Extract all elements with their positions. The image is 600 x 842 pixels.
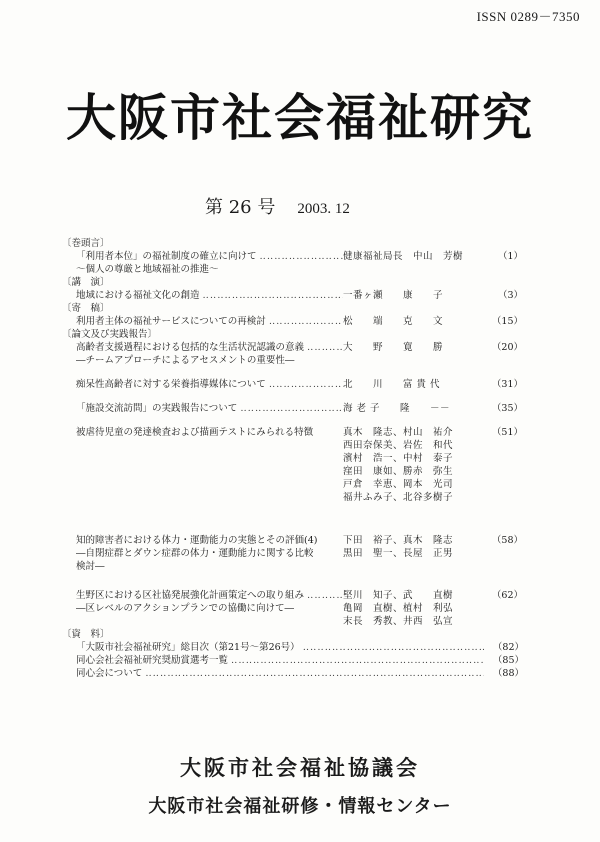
- section-heading: 〔巻頭言〕: [62, 238, 110, 249]
- entry-subtitle: ～個人の尊厳と地域福祉の推進～: [76, 264, 219, 275]
- issn-number: ISSN 0289－7350: [476, 9, 580, 24]
- entry-title: 生野区における区社協発展強化計画策定への取り組み: [76, 590, 305, 601]
- entry-title: 地域における福祉文化の創造: [76, 290, 200, 301]
- entry-title: 利用者主体の福祉サービスについての再検討: [76, 316, 266, 327]
- toc-entry: [62, 341, 524, 367]
- entry-authors-line: 窪田 康如、勝赤 弥生: [343, 466, 454, 477]
- entry-authors: 亀岡 直樹、植村 利弘: [343, 603, 454, 614]
- entry-page: （62）: [491, 590, 523, 601]
- entry-title: 「施設交流訪問」の実践報告について: [76, 403, 238, 414]
- toc-entry: [62, 641, 524, 654]
- entry-authors-line: 福井ふみ子、北谷多樹子: [343, 492, 454, 503]
- dot-leader: [231, 654, 484, 667]
- dot-leader: [203, 289, 343, 302]
- section-heading: 〔講 演〕: [62, 277, 110, 288]
- entry-page: （20）: [491, 342, 523, 353]
- entry-title: 同心会について: [76, 668, 143, 679]
- entry-page: （58）: [491, 535, 523, 546]
- section-heading: 〔論文及び実践報告〕: [62, 329, 158, 340]
- toc-entry: [62, 589, 524, 628]
- entry-page: （85）: [492, 655, 524, 666]
- dot-leader: [303, 641, 484, 654]
- entry-authors: 健康福祉局長 中山 芳樹: [343, 251, 464, 262]
- toc-entry: [62, 250, 524, 276]
- entry-authors: 海 老 子 隆 －－: [343, 403, 451, 414]
- issue-date: 2003. 12: [297, 201, 350, 217]
- entry-page: （1）: [497, 251, 523, 262]
- toc-entry: [62, 378, 524, 391]
- issue-info: [205, 193, 350, 219]
- entry-authors-line: 戸倉 幸恵、岡本 光司: [343, 479, 454, 490]
- entry-title: 知的障害者における体力・運動能力の実態とその評価(4): [76, 535, 318, 546]
- entry-page: （3）: [497, 290, 523, 301]
- entry-subtitle: 検討―: [76, 561, 105, 572]
- publisher-name: 大阪市社会福祉協議会: [180, 755, 420, 780]
- entry-authors: 下田 裕子、真木 隆志: [343, 535, 454, 546]
- section-heading: 〔寄 稿〕: [62, 303, 110, 314]
- entry-subtitle: ―区レベルのアクションプランでの協働に向けて―: [76, 603, 295, 614]
- table-of-contents: [62, 237, 524, 680]
- publisher-center: 大阪市社会福祉研修・情報センター: [148, 796, 452, 817]
- issue-number: 第 26 号: [205, 197, 276, 218]
- entry-authors: 黒田 聖一、長屋 正男: [343, 548, 454, 559]
- toc-entry: [62, 667, 524, 680]
- entry-title: 高齢者支援過程における包括的な生活状況認識の意義: [76, 342, 305, 353]
- toc-entry: [62, 426, 524, 504]
- entry-subtitle: ―自閉症群とダウン症群の体力・運動能力に関する比較: [76, 548, 314, 559]
- toc-entry: [62, 654, 524, 667]
- entry-authors-line: 濱村 浩一、中村 泰子: [343, 453, 454, 464]
- entry-title: 被虐待児童の発達検査および描画テストにみられる特徴: [76, 427, 314, 438]
- entry-authors: 松 端 克 文: [343, 316, 444, 327]
- dot-leader: [240, 402, 343, 415]
- entry-authors: 大 野 寛 勝: [343, 342, 444, 353]
- dot-leader: [260, 250, 343, 263]
- entry-page: （51）: [491, 427, 523, 438]
- entry-page: （15）: [491, 316, 523, 327]
- entry-title: 「利用者本位」の福祉制度の確立に向けて: [76, 251, 257, 262]
- section-heading: 〔資 料〕: [62, 629, 110, 640]
- entry-authors: 堅川 知子、武 直樹: [343, 590, 454, 601]
- toc-entry: [62, 534, 524, 573]
- dot-leader: [307, 589, 343, 602]
- dot-leader: [269, 378, 343, 391]
- toc-entry: [62, 402, 524, 415]
- entry-subtitle: ―チームアプローチによるアセスメントの重要性―: [76, 355, 295, 366]
- journal-title: 大阪市社会福祉研究: [66, 89, 534, 147]
- toc-entry: [62, 289, 524, 302]
- toc-entry: [62, 315, 524, 328]
- entry-title: 「大阪市社会福祉研究」総目次（第21号～第26号）: [76, 642, 300, 653]
- entry-authors: 一番ヶ瀬 康 子: [343, 290, 444, 301]
- entry-authors: 北 川 富 貴 代: [343, 379, 441, 390]
- entry-page: （88）: [492, 668, 524, 679]
- dot-leader: [320, 534, 343, 547]
- entry-page: （82）: [492, 642, 524, 653]
- entry-title: 同心会社会福祉研究奨励賞選考一覧: [76, 655, 229, 666]
- entry-authors-line: 西田奈保美、岩佐 和代: [343, 440, 454, 451]
- entry-authors: 真木 隆志、村山 祐介: [343, 427, 454, 438]
- entry-authors-line: 末長 秀教、井西 弘宣: [343, 616, 454, 627]
- entry-page: （31）: [491, 379, 523, 390]
- dot-leader: [307, 341, 343, 354]
- dot-leader: [269, 315, 343, 328]
- entry-title: 痴呆性高齢者に対する栄養指導媒体について: [76, 379, 266, 390]
- dot-leader: [316, 426, 343, 439]
- dot-leader: [145, 667, 484, 680]
- entry-page: （35）: [491, 403, 523, 414]
